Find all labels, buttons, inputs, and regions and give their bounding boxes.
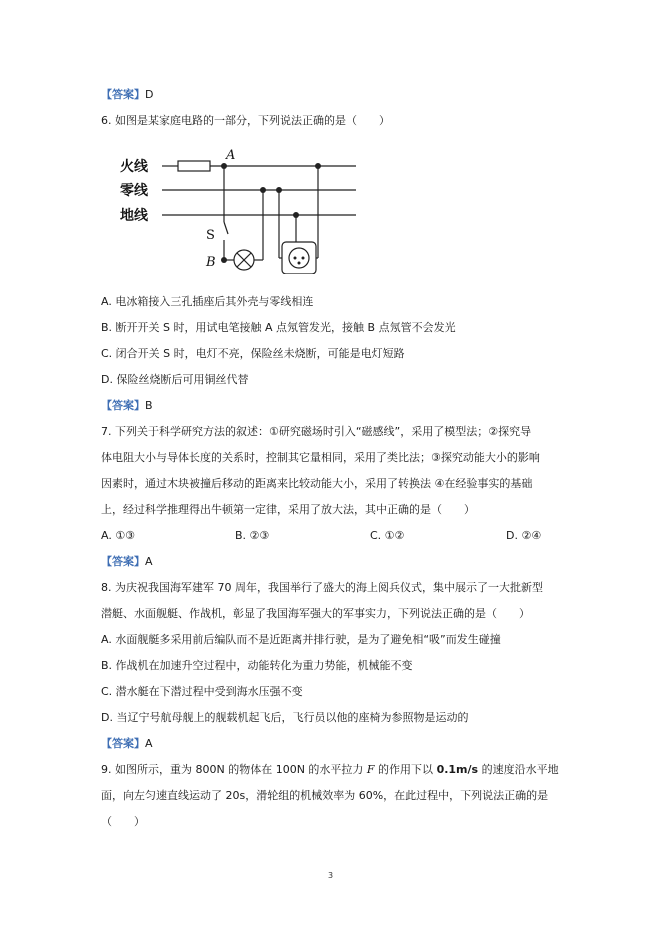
q7-option-c: C. ①②: [370, 529, 405, 542]
question-9-line-2: 面，向左匀速直线运动了 20s，滑轮组的机械效率为 60%，在此过程中，下列说法正确的是: [101, 789, 549, 802]
question-7-line-1: 7. 下列关于科学研究方法的叙述：①研究磁场时引入“磁感线”，采用了模型法；②探究导: [101, 425, 532, 438]
answer-value: B: [145, 399, 153, 412]
question-7-line-2: 体电阻大小与导体长度的关系时，控制其它量相同，采用了类比法；③探究动能大小的影响: [101, 451, 540, 464]
question-6-stem: 6. 如图是某家庭电路的一部分，下列说法正确的是（ ）: [101, 114, 390, 127]
answer-label: 【答案】: [101, 399, 145, 412]
socket-icon: [282, 242, 316, 274]
question-8-line-1: 8. 为庆祝我国海军建军 70 周年，我国举行了盛大的海上阅兵仪式，集中展示了一大批新型: [101, 581, 543, 594]
answer-6: [101, 399, 153, 413]
ground-wire-label: 地线: [120, 208, 148, 224]
q8-option-d: D. 当辽宁号航母舰上的舰载机起飞后，飞行员以他的座椅为参照物是运动的: [101, 711, 469, 724]
q8-option-c: C. 潜水艇在下潜过程中受到海水压强不变: [101, 685, 303, 698]
question-9-line-1: [101, 763, 559, 777]
q9-text-b: 的作用下以: [374, 763, 437, 776]
neutral-wire-label: 零线: [120, 183, 148, 199]
answer-label: 【答案】: [101, 737, 145, 750]
q7-option-d: D. ②④: [506, 529, 542, 542]
point-a-label: A: [226, 148, 236, 163]
q7-option-b: B. ②③: [235, 529, 270, 542]
q6-option-b: B. 断开开关 S 时，用试电笔接触 A 点氖管发光，接触 B 点氖管不会发光: [101, 321, 456, 334]
q6-option-c: C. 闭合开关 S 时，电灯不亮，保险丝未烧断，可能是电灯短路: [101, 347, 405, 360]
answer-label: 【答案】: [101, 555, 145, 568]
q8-option-a: A. 水面舰艇多采用前后编队而不是近距离并排行驶，是为了避免相“吸”而发生碰撞: [101, 633, 501, 646]
page-number: 3: [327, 871, 334, 880]
speed-value: 0.1m/s: [436, 763, 479, 776]
answer-label: 【答案】: [101, 88, 145, 101]
q9-text-a: 9. 如图所示，重为 800N 的物体在 100N 的水平拉力: [101, 763, 367, 776]
q9-text-c: 的速度沿水平地: [478, 763, 559, 776]
q6-option-d: D. 保险丝烧断后可用铜丝代替: [101, 373, 249, 386]
answer-8: [101, 737, 153, 751]
force-symbol: F: [366, 763, 375, 776]
q6-option-a: A. 电冰箱接入三孔插座后其外壳与零线相连: [101, 295, 314, 308]
question-7-line-3: 因素时，通过木块被撞后移动的距离来比较动能大小，采用了转换法 ④在经验事实的基础: [101, 477, 533, 490]
answer-7: [101, 555, 153, 569]
q8-option-b: B. 作战机在加速升空过程中，动能转化为重力势能，机械能不变: [101, 659, 413, 672]
question-7-line-4: 上，经过科学推理得出牛顿第一定律，采用了放大法，其中正确的是（ ）: [101, 503, 475, 516]
answer-value: A: [145, 555, 153, 568]
live-wire-label: 火线: [120, 159, 148, 175]
switch-label: S: [206, 228, 215, 243]
circuit-diagram: [120, 142, 365, 274]
point-b-label: B: [206, 255, 216, 270]
q7-option-a: A. ①③: [101, 529, 136, 542]
answer-value: A: [145, 737, 153, 750]
question-9-line-3: （ ）: [101, 815, 145, 828]
question-8-line-2: 潜艇、水面舰艇、作战机，彰显了我国海军强大的军事实力，下列说法正确的是（ ）: [101, 607, 530, 620]
answer-5: [101, 88, 153, 102]
fuse-icon: [178, 161, 210, 171]
answer-value: D: [145, 88, 154, 101]
